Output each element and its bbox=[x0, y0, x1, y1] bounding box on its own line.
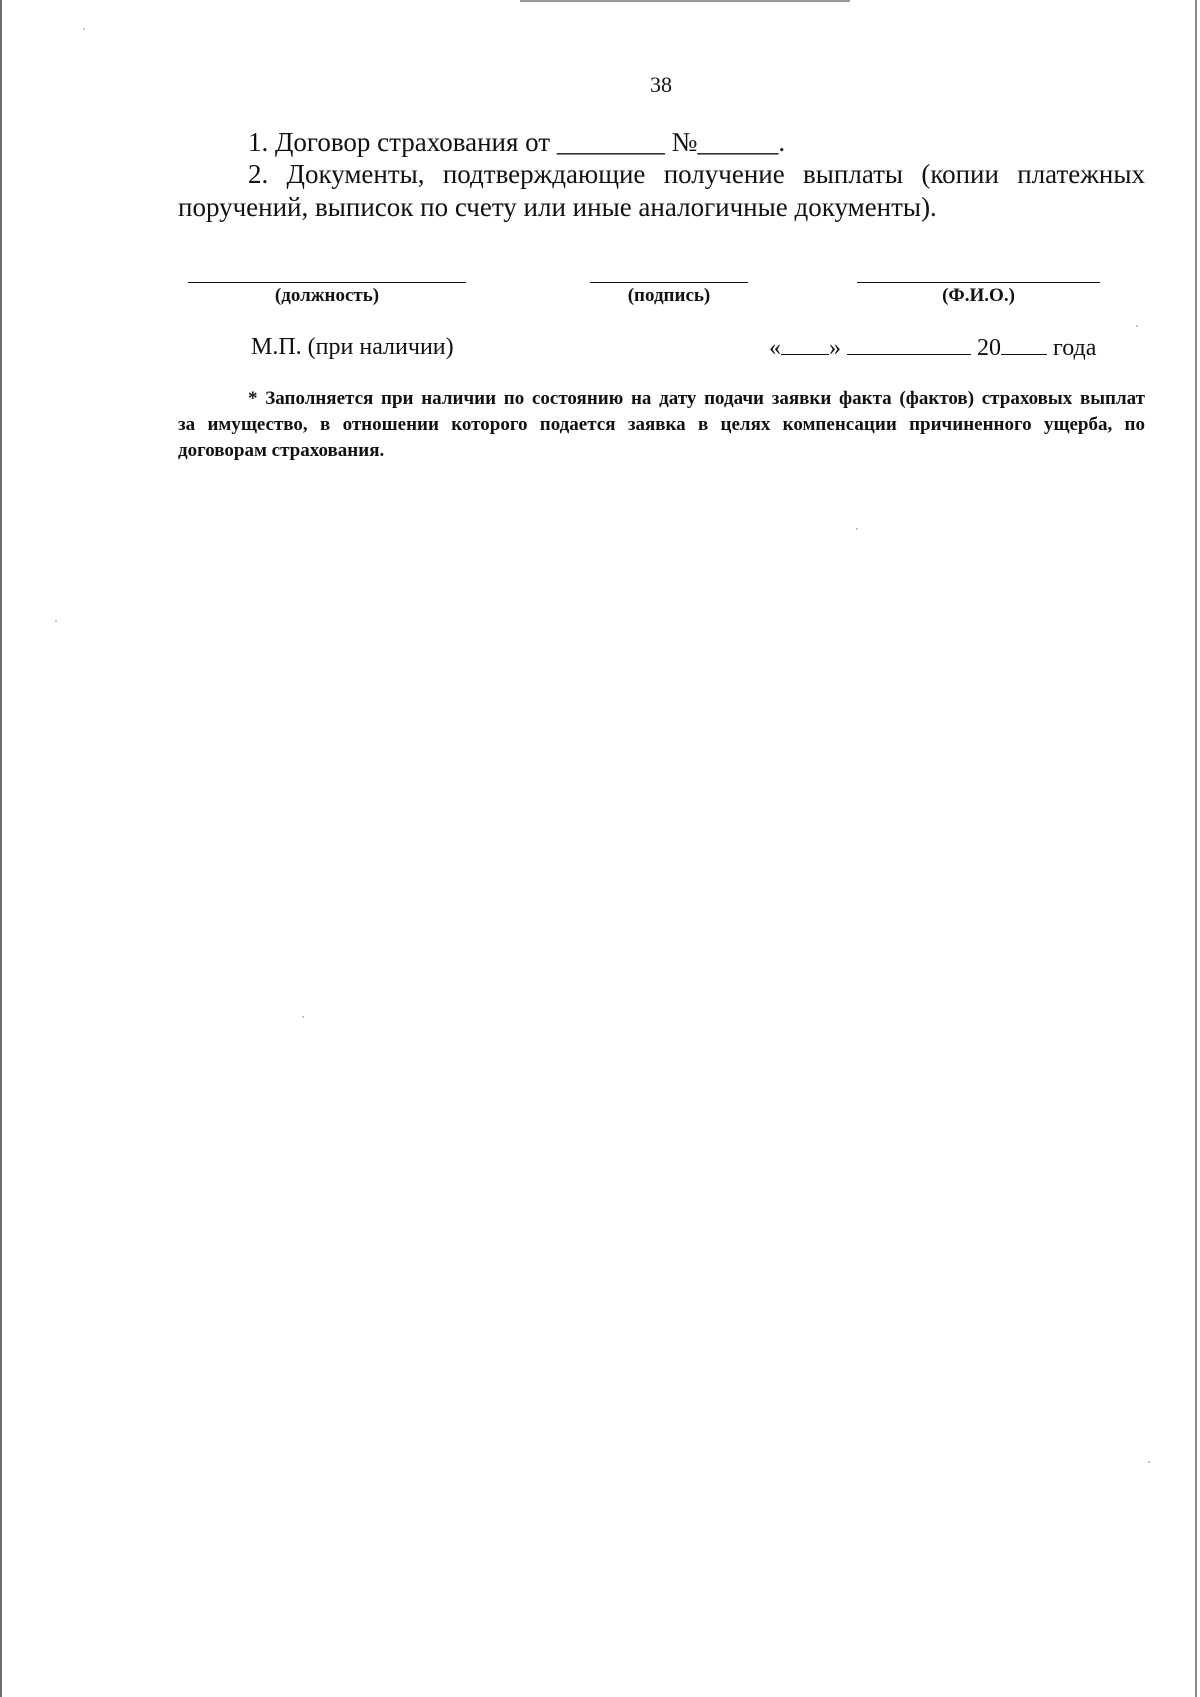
list-item-1: 1. Договор страхования от ________ №______. bbox=[248, 127, 786, 157]
date-open-quote: « bbox=[769, 335, 781, 361]
year-suffix: года bbox=[1053, 335, 1097, 361]
list-item-2-line-1: 2. Документы, подтверждающие получение выплаты (копии платежных bbox=[248, 159, 1145, 189]
page-number: 38 bbox=[650, 72, 672, 97]
scan-speck bbox=[856, 528, 858, 530]
list-item-2-line-2: поручений, выписок по счету или иные аналогичные документы). bbox=[178, 192, 937, 222]
scan-edge-right bbox=[1195, 0, 1197, 1697]
year-blank bbox=[1001, 334, 1047, 355]
scan-edge-left bbox=[0, 0, 2, 1697]
signature-caption: (подпись) bbox=[627, 285, 711, 306]
scan-speck bbox=[1148, 1461, 1150, 1463]
year-prefix: 20 bbox=[977, 335, 1001, 361]
scan-edge-top bbox=[520, 0, 850, 2]
position-caption: (должность) bbox=[274, 285, 380, 306]
month-blank bbox=[847, 334, 971, 355]
name-line bbox=[857, 282, 1100, 283]
footnote-rest: за имущество, в отношении которого подается заявка в целях компенсации причиненного ущерба, по договорам страхования. bbox=[178, 414, 1145, 461]
scan-speck bbox=[55, 620, 57, 622]
date-field bbox=[769, 334, 1096, 362]
signature-line bbox=[590, 282, 748, 283]
scan-speck bbox=[302, 1016, 304, 1018]
position-line bbox=[188, 282, 466, 283]
list-item-2 bbox=[178, 158, 1145, 224]
footnote bbox=[178, 386, 1145, 464]
date-close-quote: » bbox=[829, 335, 841, 361]
name-caption: (Ф.И.О.) bbox=[942, 285, 1015, 306]
scan-speck bbox=[1136, 325, 1138, 327]
day-blank bbox=[781, 334, 829, 355]
stamp-label: М.П. (при наличии) bbox=[251, 334, 454, 360]
scan-speck bbox=[83, 28, 85, 30]
footnote-line-1: * Заполняется при наличии по состоянию на дату подачи заявки факта (фактов) страховых выплат bbox=[248, 388, 1145, 409]
